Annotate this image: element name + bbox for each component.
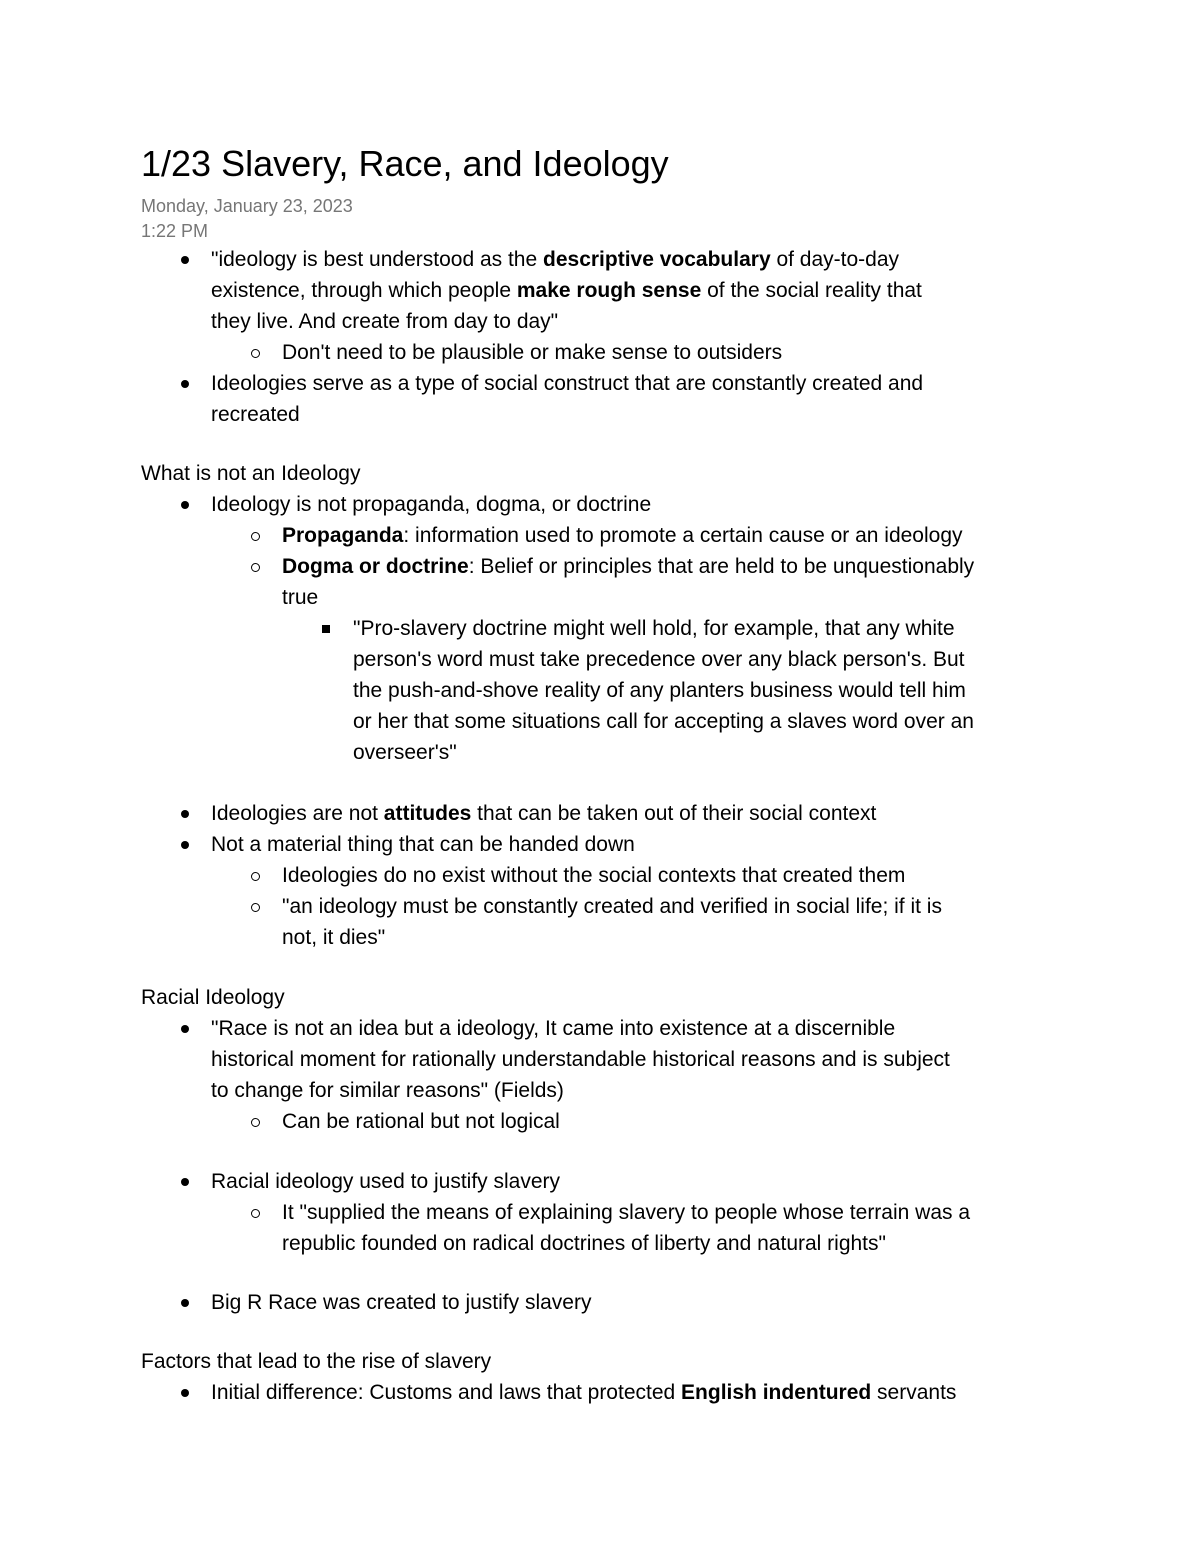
intro-bullet-2-line-2: recreated	[211, 403, 300, 426]
bullet-circle	[245, 1197, 265, 1228]
bullet-disc	[175, 1377, 195, 1408]
racial-sub-bullet-2-line: It "supplied the means of explaining slavery to people whose terrain was a	[282, 1201, 971, 1224]
dogma-definition-line-2: true	[282, 586, 319, 609]
intro-bullet-1-line-1	[211, 244, 899, 275]
bullet-circle	[245, 551, 265, 582]
bullet-disc	[175, 489, 195, 520]
text-run: : information used to promote a certain cause or an ideology	[403, 524, 963, 547]
text-run: of the social reality that	[701, 279, 922, 302]
bullet-disc	[175, 1287, 195, 1318]
bullet-circle	[245, 1106, 265, 1137]
text-run: servants	[871, 1381, 957, 1404]
dogma-definition	[282, 551, 974, 582]
quote-line: overseer's"	[353, 741, 457, 764]
text-run: Initial difference: Customs and laws that protected	[211, 1381, 682, 1404]
propaganda-definition	[282, 520, 963, 551]
text-run: existence, through which people	[211, 279, 517, 302]
bullet-disc	[175, 829, 195, 860]
bullet-circle	[245, 891, 265, 922]
page-title: 1/23 Slavery, Race, and Ideology	[141, 143, 669, 184]
not-ideology-bullet-1: Ideology is not propaganda, dogma, or doctrine	[211, 493, 652, 516]
bullet-disc	[175, 368, 195, 399]
bold-term-attitudes: attitudes	[383, 802, 472, 825]
intro-bullet-2-line-1: Ideologies serve as a type of social construct that are constantly created and	[211, 372, 924, 395]
bullet-square	[316, 613, 336, 644]
racial-bullet-1-line: historical moment for rationally understandable historical reasons and is subject	[211, 1048, 950, 1071]
quote-line: or her that some situations call for accepting a slaves word over an	[353, 710, 974, 733]
bold-term-make-rough-sense: make rough sense	[516, 279, 702, 302]
racial-bullet-1-line: "Race is not an idea but a ideology, It came into existence at a discernible	[211, 1017, 896, 1040]
text-run: Ideologies are not	[211, 802, 384, 825]
racial-sub-bullet-1: Can be rational but not logical	[282, 1110, 560, 1133]
text-run: that can be taken out of their social context	[471, 802, 877, 825]
quote-line: person's word must take precedence over any black person's. But	[353, 648, 965, 671]
quote-line: the push-and-shove reality of any planters business would tell him	[353, 679, 966, 702]
intro-bullet-1-line-2	[211, 275, 922, 306]
bullet-disc	[175, 1013, 195, 1044]
bold-term-english-indentured: English indentured	[681, 1381, 872, 1404]
bold-term-descriptive-vocabulary: descriptive vocabulary	[543, 248, 771, 271]
text-run: : Belief or principles that are held to be unquestionably	[468, 555, 975, 578]
time-stamp: 1:22 PM	[141, 221, 209, 241]
intro-sub-bullet-1: Don't need to be plausible or make sense to outsiders	[282, 341, 783, 364]
not-ideology-sub-bullet-2-line-1: "an ideology must be constantly created and verified in social life; if it is	[282, 895, 942, 918]
bullet-disc	[175, 244, 195, 275]
text-run: of day-to-day	[770, 248, 900, 271]
section-heading-racial-ideology: Racial Ideology	[141, 986, 285, 1009]
bullet-circle	[245, 860, 265, 891]
not-ideology-bullet-2	[211, 798, 876, 829]
not-ideology-sub-bullet-2-line-2: not, it dies"	[282, 926, 386, 949]
racial-bullet-3: Big R Race was created to justify slavery	[211, 1291, 592, 1314]
racial-bullet-1-line: to change for similar reasons" (Fields)	[211, 1079, 564, 1102]
date-stamp: Monday, January 23, 2023	[141, 196, 353, 216]
section-heading-not-ideology: What is not an Ideology	[141, 462, 361, 485]
not-ideology-sub-bullet-1: Ideologies do no exist without the social contexts that created them	[282, 864, 906, 887]
quote-line: "Pro-slavery doctrine might well hold, for example, that any white	[353, 617, 955, 640]
bullet-disc	[175, 1166, 195, 1197]
not-ideology-bullet-3: Not a material thing that can be handed down	[211, 833, 635, 856]
factors-bullet-1	[211, 1377, 956, 1408]
bullet-disc	[175, 798, 195, 829]
bullet-circle	[245, 337, 265, 368]
section-heading-factors: Factors that lead to the rise of slavery	[141, 1350, 492, 1373]
bold-term-propaganda: Propaganda	[282, 524, 404, 547]
bold-term-dogma-or-doctrine: Dogma or doctrine	[282, 555, 469, 578]
intro-bullet-1-line-3: they live. And create from day to day"	[211, 310, 559, 333]
racial-bullet-2: Racial ideology used to justify slavery	[211, 1170, 561, 1193]
bullet-circle	[245, 520, 265, 551]
racial-sub-bullet-2-line: republic founded on radical doctrines of liberty and natural rights"	[282, 1232, 886, 1255]
text-run: "ideology is best understood as the	[211, 248, 544, 271]
